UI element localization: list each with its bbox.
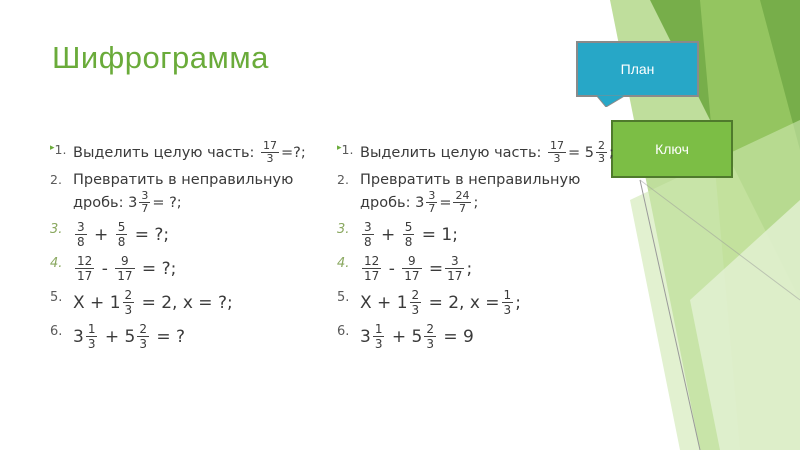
- operator: =: [439, 194, 452, 211]
- fraction: $\frac{24}{7}$: [455, 189, 470, 215]
- list-number: 6.: [337, 324, 350, 339]
- task-tail: = ?;: [134, 224, 170, 245]
- key-button[interactable]: [611, 120, 733, 178]
- answer-tail: ;: [515, 292, 521, 313]
- fraction: $\frac{2}{3}$: [411, 288, 420, 317]
- task-text: Превратить в неправильную: [73, 172, 294, 188]
- answer-tail: ;: [609, 144, 614, 161]
- task-item-3: [50, 220, 306, 249]
- task-item-2: [50, 170, 306, 215]
- answer-text: X + 1: [360, 292, 408, 313]
- list-number: ▸ 1.: [50, 140, 66, 162]
- task-item-1: [50, 140, 306, 165]
- list-number: 2.: [337, 172, 349, 187]
- fraction: $\frac{17}{3}$: [263, 139, 278, 165]
- fraction: $\frac{3}{17}$: [447, 254, 463, 283]
- answers-column: [337, 140, 614, 356]
- operator: +: [94, 224, 109, 245]
- task-text: дробь: 3: [73, 194, 138, 211]
- task-text: + 5: [104, 326, 136, 347]
- task-item-5: [50, 288, 306, 317]
- operator: -: [101, 258, 108, 279]
- task-text: Выделить целую часть:: [73, 144, 255, 161]
- answer-text: + 5: [391, 326, 423, 347]
- answer-item-3: [337, 220, 614, 249]
- plan-button[interactable]: [576, 41, 699, 97]
- plan-button-label: План: [620, 61, 655, 77]
- task-tail: = 2, x = ?;: [141, 292, 233, 313]
- operator: =: [428, 258, 444, 279]
- task-tail: = ?: [156, 326, 186, 347]
- answer-text: Превратить в неправильную: [360, 172, 581, 188]
- slide-title: Шифрограмма: [52, 40, 269, 75]
- fraction: $\frac{1}{3}$: [87, 322, 96, 351]
- fraction: $\frac{17}{3}$: [550, 139, 565, 165]
- task-item-4: [50, 254, 306, 283]
- list-number: 6.: [50, 324, 63, 339]
- tasks-column: [50, 140, 306, 356]
- answer-tail: = 1;: [421, 224, 458, 245]
- list-number: 3.: [337, 222, 350, 237]
- plan-callout-tail: [596, 95, 626, 107]
- fraction: $\frac{2}{3}$: [598, 139, 605, 165]
- answer-text: дробь: 3: [360, 194, 425, 211]
- list-number: 2.: [50, 172, 62, 187]
- fraction: $\frac{2}{3}$: [124, 288, 133, 317]
- answer-tail: ;: [473, 194, 479, 211]
- task-tail: = ?;: [152, 194, 182, 211]
- task-text: 3: [73, 326, 84, 347]
- answer-tail: ;: [466, 258, 473, 279]
- fraction: $\frac{9}{17}$: [117, 254, 133, 283]
- answer-tail: = 9: [443, 326, 474, 347]
- list-number: 3.: [50, 222, 63, 237]
- fraction: $\frac{2}{3}$: [139, 322, 147, 351]
- fraction: $\frac{3}{8}$: [77, 220, 85, 249]
- operator: -: [388, 258, 395, 279]
- task-tail: =?;: [281, 144, 306, 161]
- answer-item-4: [337, 254, 614, 283]
- list-number: 5.: [50, 290, 63, 305]
- answer-item-1: [337, 140, 614, 165]
- fraction: $\frac{12}{17}$: [77, 254, 93, 283]
- answer-item-6: [337, 322, 614, 351]
- answer-text: = 5: [568, 144, 594, 161]
- list-number: 4.: [337, 256, 350, 271]
- fraction: $\frac{1}{3}$: [503, 288, 512, 317]
- fraction: $\frac{5}{8}$: [117, 220, 126, 249]
- fraction: $\frac{5}{8}$: [404, 220, 413, 249]
- fraction: $\frac{2}{3}$: [426, 322, 434, 351]
- list-number: 5.: [337, 290, 350, 305]
- task-text: X + 1: [73, 292, 121, 313]
- task-tail: = ?;: [141, 258, 177, 279]
- answer-text: Выделить целую часть:: [360, 144, 542, 161]
- list-number: 4.: [50, 256, 63, 271]
- fraction: $\frac{3}{7}$: [428, 189, 436, 215]
- answer-text: = 2, x =: [428, 292, 500, 313]
- answer-text: 3: [360, 326, 371, 347]
- fraction: $\frac{1}{3}$: [374, 322, 383, 351]
- answer-item-5: [337, 288, 614, 317]
- fraction: $\frac{3}{7}$: [141, 189, 149, 215]
- list-number: ▸ 1.: [337, 140, 353, 162]
- task-item-6: [50, 322, 306, 351]
- answer-item-2: [337, 170, 614, 215]
- operator: +: [381, 224, 396, 245]
- key-button-label: Ключ: [655, 141, 689, 157]
- fraction: $\frac{9}{17}$: [404, 254, 420, 283]
- fraction: $\frac{12}{17}$: [364, 254, 380, 283]
- fraction: $\frac{3}{8}$: [364, 220, 372, 249]
